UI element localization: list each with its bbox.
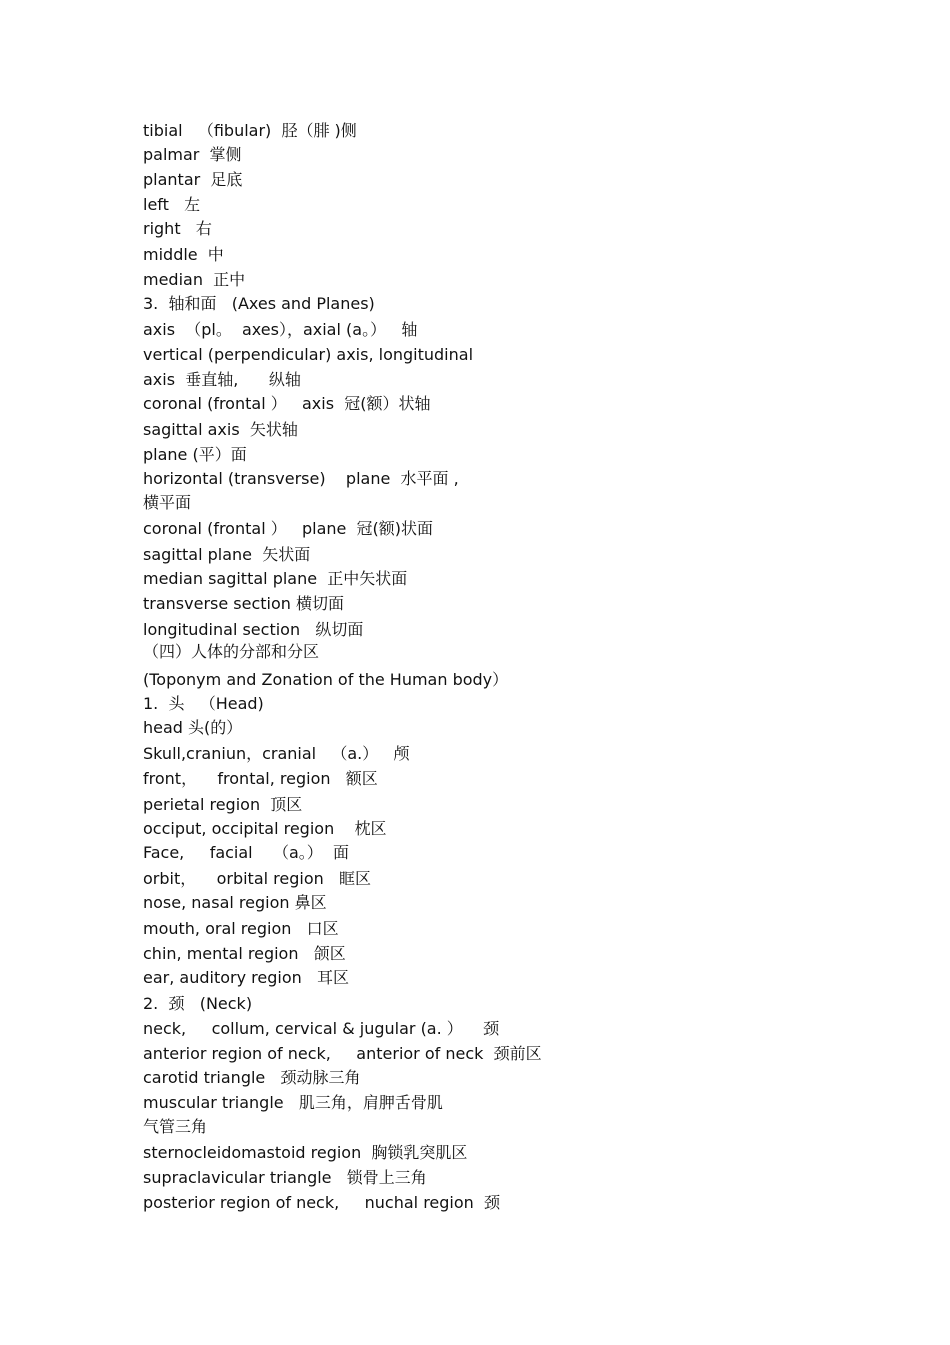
text-line: front， frontal, region 额区: [143, 769, 378, 788]
section-heading: （四）人体的分部和分区: [143, 642, 320, 661]
text-line: sternocleidomastoid region 胸锁乳突肌区: [143, 1143, 468, 1162]
text-line: axis （pl。 axes），axial (a。） 轴: [143, 320, 418, 339]
text-line: occiput, occipital region 枕区: [143, 819, 387, 838]
text-line: carotid triangle 颈动脉三角: [143, 1068, 361, 1087]
text-line: posterior region of neck, nuchal region 颈: [143, 1193, 500, 1212]
text-line: left 左: [143, 195, 201, 214]
text-line: Face, facial （a。） 面: [143, 843, 349, 862]
text-line: right 右: [143, 219, 212, 238]
text-line: head 头(的）: [143, 718, 243, 737]
text-line: median 正中: [143, 270, 246, 289]
section-heading: 1. 头 （Head): [143, 694, 264, 713]
text-line: 气管三角: [143, 1117, 208, 1136]
text-line: plantar 足底: [143, 170, 243, 189]
text-line: mouth, oral region 口区: [143, 919, 339, 938]
text-line: sagittal plane 矢状面: [143, 545, 311, 564]
text-line: Skull,craniun，cranial （a.） 颅: [143, 744, 410, 763]
text-line: coronal (frontal ） axis 冠(额）状轴: [143, 394, 431, 413]
text-line: perietal region 顶区: [143, 795, 303, 814]
section-heading: 2. 颈 (Neck): [143, 994, 253, 1013]
text-line: middle 中: [143, 245, 224, 264]
text-line: plane (平）面: [143, 445, 247, 464]
text-line: muscular triangle 肌三角，肩胛舌骨肌: [143, 1093, 443, 1112]
text-line: median sagittal plane 正中矢状面: [143, 569, 408, 588]
text-line: chin, mental region 颌区: [143, 944, 346, 963]
text-line: anterior region of neck, anterior of neck 颈前区: [143, 1044, 542, 1063]
text-line: coronal (frontal ） plane 冠(额)状面: [143, 519, 434, 538]
text-line: longitudinal section 纵切面: [143, 620, 364, 639]
text-line: palmar 掌侧: [143, 145, 242, 164]
text-line: sagittal axis 矢状轴: [143, 420, 298, 439]
text-line: axis 垂直轴, 纵轴: [143, 370, 301, 389]
text-line: tibial （fibular) 胫（腓 )侧: [143, 121, 357, 140]
text-line: vertical (perpendicular) axis, longitudinal: [143, 345, 474, 364]
text-line: ear, auditory region 耳区: [143, 968, 350, 987]
text-line: orbit， orbital region 眶区: [143, 869, 372, 888]
text-line: horizontal (transverse) plane 水平面 ,: [143, 469, 459, 488]
text-line: 横平面: [143, 493, 192, 512]
section-heading: (Toponym and Zonation of the Human body）: [143, 670, 509, 689]
text-line: neck, collum, cervical & jugular (a. ） 颈: [143, 1019, 500, 1038]
text-line: transverse section 横切面: [143, 594, 345, 613]
section-heading: 3. 轴和面 (Axes and Planes): [143, 294, 375, 313]
text-line: supraclavicular triangle 锁骨上三角: [143, 1168, 427, 1187]
text-line: nose, nasal region 鼻区: [143, 893, 327, 912]
